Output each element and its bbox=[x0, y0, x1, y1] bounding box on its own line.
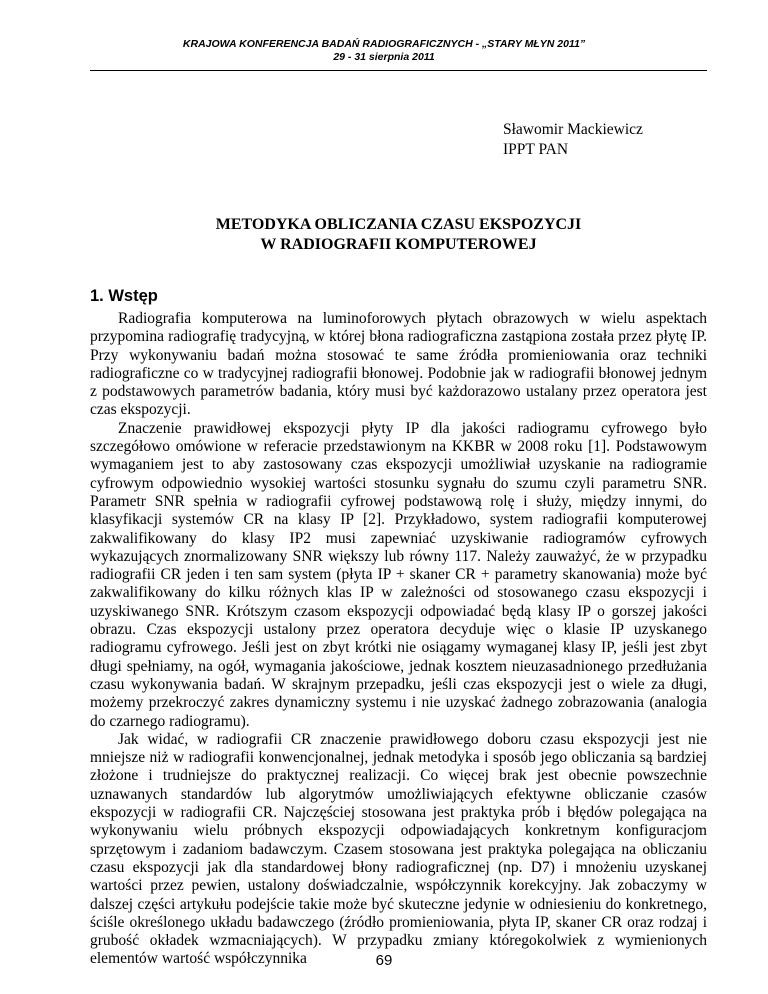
conference-header bbox=[0, 38, 768, 64]
section-heading: 1. Wstęp bbox=[90, 287, 158, 305]
conference-title: KRAJOWA KONFERENCJA BADAŃ RADIOGRAFICZNYCH - „STARY MŁYN 2011” bbox=[182, 38, 586, 50]
page-number: 69 bbox=[375, 952, 393, 969]
paper-title-line-2: W RADIOGRAFII KOMPUTEROWEJ bbox=[260, 236, 537, 253]
author-name: Sławomir Mackiewicz bbox=[503, 121, 643, 138]
paper-title bbox=[90, 215, 707, 255]
author-affiliation: IPPT PAN bbox=[503, 141, 569, 158]
paragraph: Znaczenie prawidłowej ekspozycji płyty IP dla jakości radiogramu cyfrowego było szczegółowo omówione w referacie przedstawionym na KKBR w 2008 roku [1]. Podstawowym wymaganiem jest to aby zastosowany czas ekspozycji umożliwiał uzyskanie na radiogramie cyfrowym odpowiednio wysokiej wartości stosunku sygnału do szumu czyli parametru SNR. Parametr SNR spełnia w radiografii cyfrowej podstawową rolę i służy, między innymi, do klasyfikacji systemów CR na klasy IP [2]. Przykładowo, system radiografii komputerowej zakwalifikowany do klasy IP2 musi zapewniać uzyskiwanie radiogramów cyfrowych wykazujących znormalizowany SNR większy lub równy 117. Należy zauważyć, że w przypadku radiografii CR jeden i ten sam system (płyta IP + skaner CR + parametry skanowania) może być zakwalifikowany do kilku różnych klas IP w zależności od stosowanego czasu ekspozycji i uzyskiwanego SNR. Krótszym czasom ekspozycji odpowiadać będą klasy IP o gorszej jakości obrazu. Czas ekspozycji ustalony przez operatora decyduje więc o klasie IP uzyskanego radiogramu cyfrowego. Jeśli jest on zbyt krótki nie osiągamy wymaganej klasy IP, jeśli jest zbyt długi spełniamy, na ogół, wymagania jakościowe, jednak kosztem nieuzasadnionego przedłużania czasu wykonywania badań. W skrajnym przepadku, jeśli czas ekspozycji jest o wiele za długi, możemy przekroczyć zakres dynamiczny systemu i nie uzyskać żadnego zobrazowania (analogia do czarnego radiogramu). bbox=[90, 419, 707, 730]
paragraph: Jak widać, w radiografii CR znaczenie prawidłowego doboru czasu ekspozycji jest nie mniejsze niż w radiografii konwencjonalnej, jednak metodyka i sposób jego obliczania są bardziej złożone i trudniejsze do praktycznej realizacji. Co więcej brak jest obecnie powszechnie uznawanych standardów lub algorytmów umożliwiających efektywne obliczanie czasów ekspozycji w radiografii CR. Najczęściej stosowana jest praktyka prób i błędów polegająca na wykonywaniu wielu próbnych ekspozycji odpowiadających konkretnym konfiguracjom sprzętowym i zadaniom badawczym. Czasem stosowana jest praktyka polegająca na obliczaniu czasu ekspozycji jak dla standardowej błony radiograficznej (np. D7) i mnożeniu uzyskanej wartości przez pewien, ustalony doświadczalnie, współczynnik korekcyjny. Jak zobaczymy w dalszej części artykułu podejście takie może być skuteczne jedynie w odniesieniu do konkretnego, ściśle określonego układu badawczego (źródło promieniowania, płyta IP, skaner CR oraz rodzaj i grubość okładek wzmacniających). W przypadku zmiany któregokolwiek z wymienionych elementów wartość współczynnika bbox=[90, 730, 707, 968]
body-text bbox=[90, 310, 707, 969]
header-rule bbox=[90, 70, 707, 71]
author-block bbox=[503, 120, 643, 160]
paper-title-line-1: METODYKA OBLICZANIA CZASU EKSPOZYCJI bbox=[215, 216, 582, 233]
paragraph: Radiografia komputerowa na luminoforowych płytach obrazowych w wielu aspektach przypomina radiografię tradycyjną, w której błona radiograficzna zastąpiona została przez płytę IP. Przy wykonywaniu badań można stosować te same źródła promieniowania oraz techniki radiograficzne co w tradycyjnej radiografii błonowej. Podobnie jak w radiografii błonowej jednym z podstawowych parametrów badania, który musi być każdorazowo ustalany przez operatora jest czas ekspozycji. bbox=[90, 310, 707, 419]
conference-dates: 29 - 31 sierpnia 2011 bbox=[333, 51, 435, 63]
